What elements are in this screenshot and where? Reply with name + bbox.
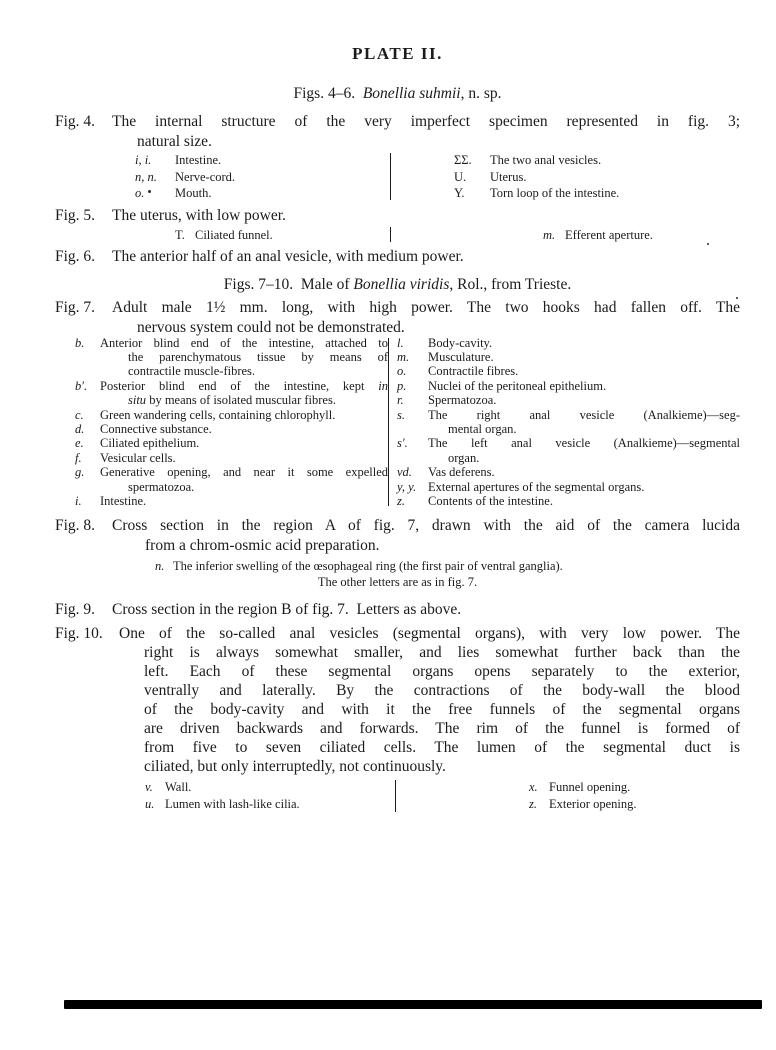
figure-9-entry (55, 600, 740, 620)
ink-speck (736, 297, 738, 299)
figure-8-entry (55, 516, 740, 556)
figure-5-key-list (175, 227, 740, 243)
key-item (454, 169, 740, 186)
key-text: Wall. (165, 780, 192, 795)
key-letter: s. (397, 407, 405, 422)
key-letter: y, y. (397, 479, 417, 494)
figure-4-line-1: The internal structure of the very imperfect specimen represented in fig. 3; (112, 113, 740, 130)
key-letter: z. (529, 797, 537, 812)
species-name-italic: Bonellia suhmii (362, 85, 461, 102)
figure-9-label: Fig. 9. (55, 601, 96, 619)
figure-7-entry (55, 298, 740, 338)
key-item-z (529, 796, 740, 813)
key-column-left (175, 227, 390, 243)
figure-10-line-3: left. Each of these segmental organs opens separately to the exterior, (144, 663, 740, 681)
key-item (135, 169, 390, 186)
figure-8-line-1: Cross section in the region A of fig. 7, drawn with the aid of the camera lucida (112, 517, 740, 535)
scan-artifact-bar (64, 1000, 762, 1009)
figure-6-label: Fig. 6. (55, 247, 96, 265)
key-letter: n, n. (135, 169, 157, 184)
column-divider-rule (395, 780, 396, 812)
key-line: the parenchymatous tissue by means of (128, 349, 388, 364)
key-item (135, 185, 390, 202)
ink-speck (707, 243, 709, 245)
column-divider-rule (388, 338, 389, 507)
key-text: Lumen with lash-like cilia. (165, 797, 300, 812)
figure-9-text: Cross section in the region B of fig. 7. Letters as above. (112, 601, 462, 619)
key-text: Mouth. (175, 186, 212, 200)
key-letter: z. (397, 493, 405, 508)
heading-suffix: , n. sp. (460, 85, 502, 102)
key-text: Connective substance. (100, 421, 212, 436)
key-letter: g. (75, 465, 85, 480)
key-letter: d. (75, 421, 85, 436)
figure-6-entry (55, 247, 740, 267)
key-line: Anterior blind end of the intestine, attached to (100, 335, 388, 350)
key-column-left (135, 152, 390, 202)
key-item (454, 152, 740, 169)
key-item-x (529, 779, 740, 796)
key-column-left (145, 779, 395, 813)
key-text: Contractile fibres. (428, 364, 519, 379)
key-text: Intestine. (100, 493, 147, 508)
key-text: Body-cavity. (428, 335, 493, 350)
key-letter: v. (145, 780, 153, 795)
figure-10-entry (55, 624, 740, 776)
key-text: Exterior opening. (549, 797, 637, 812)
key-text: Ciliated epithelium. (100, 436, 200, 451)
key-item-v (145, 779, 395, 796)
key-column-left (75, 336, 388, 509)
key-item-l (397, 336, 740, 350)
key-line: The left anal vesicle (Analkieme)—segmental (428, 436, 740, 451)
key-item-r (397, 393, 740, 407)
key-item-b-prime (75, 379, 388, 408)
key-item-s (397, 408, 740, 437)
key-letter: i, i. (135, 153, 152, 167)
key-letter: b′. (75, 378, 88, 393)
key-text: External apertures of the segmental organs. (428, 479, 645, 494)
key-letter: ΣΣ. (454, 153, 472, 167)
key-line-roman: by means of isolated muscular fibres. (146, 393, 336, 408)
key-line: mental organ. (448, 421, 517, 436)
key-text: Musculature. (428, 349, 494, 364)
key-letter: m. (543, 227, 556, 242)
figure-7-label: Fig. 7. (55, 298, 96, 316)
key-column-right (543, 227, 740, 243)
key-text: Vas deferens. (428, 465, 495, 480)
key-letter: f. (75, 450, 82, 465)
figure-8-note-2: The other letters are as in fig. 7. (317, 575, 478, 590)
key-letter: r. (397, 393, 404, 408)
key-text: Ciliated funnel. (195, 227, 273, 242)
key-item (135, 152, 390, 169)
figure-4-key-list (135, 152, 740, 202)
key-letter: n. (155, 559, 165, 574)
key-item-m (397, 350, 740, 364)
figure-10-key-list (145, 779, 740, 813)
key-item-f (75, 451, 388, 465)
key-column-right (529, 779, 740, 813)
heading-suffix: , Rol., from Trieste. (449, 275, 572, 293)
note-text: The inferior swelling of the œsophageal ring (the first pair of ventral ganglia). (173, 559, 563, 574)
key-item (175, 227, 390, 243)
key-item-e (75, 436, 388, 450)
figure-8-note (155, 558, 740, 574)
key-line: spermatozoa. (128, 479, 195, 494)
section-heading-figs-4-6 (55, 84, 740, 103)
key-column-right (454, 152, 740, 202)
key-item-z (397, 494, 740, 508)
key-line: The right anal vesicle (Analkieme)—seg- (428, 407, 740, 422)
key-text (100, 465, 388, 494)
figure-7-key-list (75, 336, 740, 509)
key-text: Green wandering cells, containing chlorophyll. (100, 407, 336, 422)
key-text: Intestine. (175, 153, 222, 167)
figure-4-line-2: natural size. (137, 133, 212, 150)
key-item-s-prime (397, 436, 740, 465)
key-line-italic: in (378, 378, 388, 393)
figure-10-line-6: are driven backwards and forwards. The rim of the funnel is formed of (144, 720, 740, 738)
key-letter: T. (175, 227, 185, 242)
key-text (428, 436, 740, 465)
key-letter: e. (75, 436, 84, 451)
key-letter: l. (397, 335, 404, 350)
key-text (100, 379, 388, 408)
figure-10-line-1: One of the so-called anal vesicles (segmental organs), with very low power. The (119, 625, 740, 643)
species-name-italic: Bonellia viridis (353, 275, 450, 293)
figure-7-line-1: Adult male 1½ mm. long, with high power. The two hooks had fallen off. The (112, 298, 740, 316)
column-divider-rule (390, 153, 391, 200)
key-letter: c. (75, 407, 84, 422)
key-item (543, 227, 740, 243)
page-title: PLATE II. (352, 44, 443, 63)
key-item-u (145, 796, 395, 813)
key-item-b (75, 336, 388, 379)
figure-10-line-5: of the body-cavity and with it the free funnels of the segmental organs (144, 701, 740, 719)
column-divider-rule (390, 227, 391, 242)
figure-5-entry (55, 206, 740, 226)
key-letter: o. (135, 186, 145, 200)
key-line: contractile muscle-fibres. (128, 364, 256, 379)
key-item-vd (397, 465, 740, 479)
figure-10-line-7: from five to seven ciliated cells. The lumen of the segmental duct is (144, 739, 740, 757)
key-letter: u. (145, 797, 155, 812)
figure-5-label: Fig. 5. (55, 206, 96, 224)
section-heading-figs-7-10 (55, 275, 740, 294)
key-line: Generative opening, and near it some expelled (100, 465, 388, 480)
key-letter: b. (75, 335, 85, 350)
key-letter: o. (397, 364, 407, 379)
key-item-i (75, 494, 388, 508)
key-item-d (75, 422, 388, 436)
key-text: Torn loop of the intestine. (490, 186, 620, 200)
key-text: Nerve-cord. (175, 169, 236, 184)
key-line: organ. (448, 450, 480, 465)
key-letter: vd. (397, 465, 412, 480)
key-text (100, 336, 388, 379)
key-column-right (397, 336, 740, 509)
key-line (100, 393, 388, 407)
ink-speck (148, 190, 151, 193)
key-item (454, 185, 740, 202)
key-item-g (75, 465, 388, 494)
figure-10-label: Fig. 10. (55, 625, 103, 643)
key-text (428, 408, 740, 437)
key-letter: s′. (397, 436, 408, 451)
key-text: Spermatozoa. (428, 393, 497, 408)
figure-8-line-2: from a chrom-osmic acid preparation. (145, 537, 380, 555)
key-text: Funnel opening. (549, 780, 631, 795)
key-item-p (397, 379, 740, 393)
key-line (100, 379, 388, 393)
key-line-italic: situ (128, 393, 147, 408)
figure-4-entry (55, 112, 740, 152)
key-text: Contents of the intestine. (428, 493, 553, 508)
key-text: The two anal vesicles. (490, 153, 602, 167)
heading-prefix: Figs. 4–6. (293, 85, 363, 102)
key-letter: x. (529, 780, 538, 795)
key-text: Efferent aperture. (565, 227, 653, 242)
figure-10-line-8: ciliated, but only interruptedly, not continuously. (144, 758, 446, 776)
key-line-roman: Posterior blind end of the intestine, kept (100, 378, 379, 393)
figure-7-line-2: nervous system could not be demonstrated. (137, 318, 405, 336)
figure-10-line-2: right is always somewhat smaller, and lies somewhat further back than the (144, 644, 740, 662)
key-item-c (75, 408, 388, 422)
figure-5-text: The uterus, with low power. (112, 206, 286, 224)
figure-10-line-4: ventrally and laterally. By the contractions of the body-wall the blood (144, 682, 740, 700)
key-text: Nuclei of the peritoneal epithelium. (428, 378, 607, 393)
key-item-y (397, 480, 740, 494)
figure-4-label: Fig. 4. (55, 113, 96, 130)
figure-6-text: The anterior half of an anal vesicle, with medium power. (112, 247, 464, 265)
key-item-o (397, 364, 740, 378)
key-letter: m. (397, 349, 410, 364)
key-text: Uterus. (490, 169, 527, 184)
key-letter: Y. (454, 186, 465, 200)
heading-prefix: Figs. 7–10. Male of (223, 275, 354, 293)
key-letter: U. (454, 169, 467, 184)
figure-8-label: Fig. 8. (55, 517, 96, 535)
key-letter: i. (75, 493, 82, 508)
key-letter: p. (397, 378, 407, 393)
key-text: Vesicular cells. (100, 450, 176, 465)
